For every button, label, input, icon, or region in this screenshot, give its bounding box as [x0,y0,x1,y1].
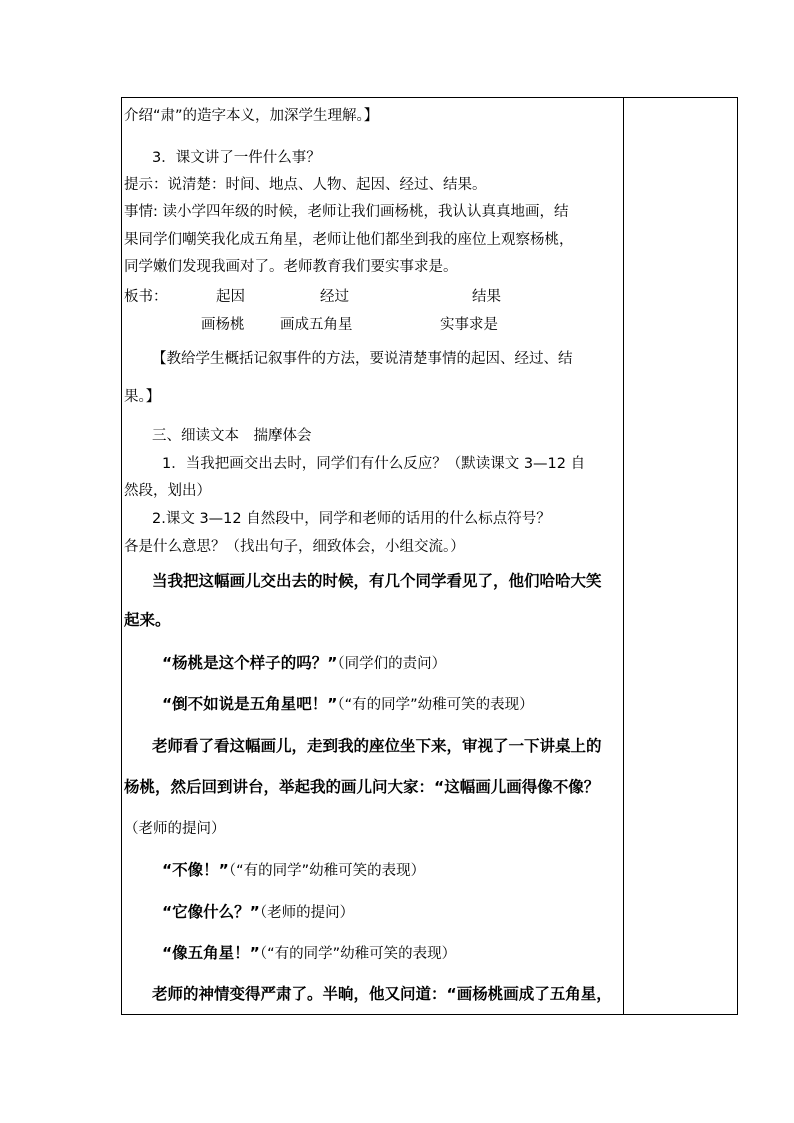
story-line-1: 事情: 读小学四年级的时候，老师让我们画杨桃，我认认真真地画，结 [124,204,569,220]
section-3-q2-line-2: 各是什么意思？（找出句子，细致体会，小组交流。） [124,539,465,555]
intro-line: 介绍“肃”的造字本义，加深学生理解。】 [124,108,379,124]
quote-4-line-2: 杨桃，然后回到讲台，举起我的画儿问大家：“这幅画儿画得像不像？ [124,778,600,796]
quote-3: “倒不如说是五角星吧！” [162,695,338,713]
quote-5-row [162,860,425,881]
board-process-detail: 画成五角星 [280,317,353,333]
section-3-title: 三、细读文本 揣摩体会 [152,428,312,444]
quote-1-line-1: 当我把这幅画儿交出去的时候，有几个同学看见了，他们哈哈大笑 [152,572,602,590]
quote-2-row [162,653,446,674]
section-3-q1-line-2: 然段，划出） [124,483,211,499]
board-cause: 起因 [216,289,245,305]
story-line-3: 同学嫩们发现我画对了。老师教育我们要实事求是。 [124,259,458,275]
story-line-2: 果同学们嘲笑我化成五角星，老师让他们都坐到我的座位上观察杨桃， [124,232,574,248]
quote-7: “像五角星！” [162,944,260,962]
board-cause-detail: 画杨桃 [201,317,245,333]
quote-5: “不像！” [162,861,229,879]
quote-6-note: （老师的提问） [259,905,355,921]
quote-6: “它像什么？” [162,903,260,921]
board-process: 经过 [320,289,349,305]
teach-note-line-1: 【教给学生概括记叙事件的方法，要说清楚事情的起因、经过、结 [152,351,573,367]
teach-note-line-2: 果。】 [124,389,161,405]
quote-6-row [162,902,354,923]
quote-1-line-2: 起来。 [124,611,171,629]
hint-line: 提示：说清楚：时间、地点、人物、起因、经过、结果。 [124,177,487,193]
quote-4-line-1: 老师看了看这幅画儿，走到我的座位坐下来，审视了一下讲桌上的 [152,737,602,755]
quote-3-note: （“有的同学”幼稚可笑的表现） [337,697,534,713]
quote-3-row [162,694,534,715]
quote-2: “杨桃是这个样子的吗？” [162,654,338,672]
question-3: 3．课文讲了一件什么事？ [152,150,321,166]
quote-7-row [162,943,456,964]
quote-7-note: （“有的同学”幼稚可笑的表现） [259,946,457,962]
quote-4-line-3: （老师的提问） [124,821,226,837]
board-label: 板书： [124,289,168,305]
quote-5-note: （“有的同学”幼稚可笑的表现） [228,863,426,879]
board-result-detail: 实事求是 [440,317,498,333]
quote-8-line: 老师的神情变得严肃了。半晌，他又问道：“画杨桃画成了五角星， [152,985,612,1003]
board-result: 结果 [472,289,501,305]
section-3-q1-line-1: 1．当我把画交出去时，同学们有什么反应？（默读课文 3—12 自 [162,456,586,472]
section-3-q2-line-1: 2.课文 3—12 自然段中，同学和老师的话用的什么标点符号？ [152,511,551,527]
column-divider [623,97,624,1015]
quote-2-note: （同学们的责问） [337,656,447,672]
